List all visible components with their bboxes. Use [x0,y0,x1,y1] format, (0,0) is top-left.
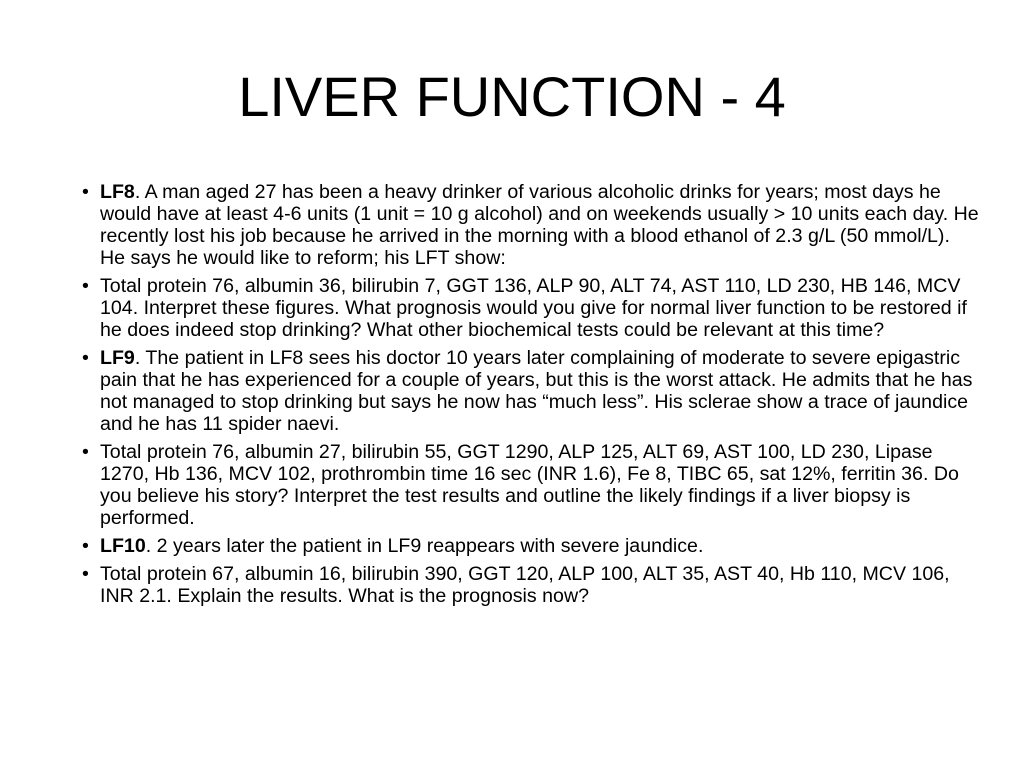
slide-title: LIVER FUNCTION - 4 [238,65,786,128]
bullet-marker: • [82,181,89,203]
bullet-item-lf9 [60,347,980,435]
bullet-text: . The patient in LF8 sees his doctor 10 years later complaining of moderate to severe epigastric pain that he has experienced for a couple of years, but this is the worst attack. He admits that he has not managed to stop drinking but says he now has “much less”. His sclerae show a trace of jaundice and he has 11 spider naevi. [100,347,973,435]
bullet-item-lf10 [60,535,980,557]
bullet-item-lf9-results [60,441,980,529]
bullet-text: Total protein 76, albumin 27, bilirubin 55, GGT 1290, ALP 125, ALT 69, AST 100, LD 230, Lipase 1270, Hb 136, MCV 102, prothrombin time 16 sec (INR 1.6), Fe 8, TIBC 65, sat 12%, ferritin 36. Do you believe his story? Interpret the test results and outline the likely findings if a liver biopsy is performed. [100,441,959,529]
bullet-marker: • [82,535,89,557]
bullet-text: Total protein 67, albumin 16, bilirubin 390, GGT 120, ALP 100, ALT 35, AST 40, Hb 110, MCV 106, INR 2.1. Explain the results. What is the prognosis now? [100,563,950,607]
case-label-lf10: LF10 [100,535,146,557]
bullet-item-lf8-results [60,275,980,341]
bullet-item-lf8 [60,181,980,269]
bullet-marker: • [82,563,89,585]
bullet-list [60,181,980,613]
bullet-text: Total protein 76, albumin 36, bilirubin 7, GGT 136, ALP 90, ALT 74, AST 110, LD 230, HB 146, MCV 104. Interpret these figures. What prognosis would you give for normal liver function to be restored if he does indeed stop drinking? What other biochemical tests could be relevant at this time? [100,275,967,341]
bullet-text: . A man aged 27 has been a heavy drinker of various alcoholic drinks for years; most days he would have at least 4-6 units (1 unit = 10 g alcohol) and on weekends usually > 10 units each day. He recently lost his job because he arrived in the morning with a blood ethanol of 2.3 g/L (50 mmol/L). He says he would like to reform; his LFT show: [100,181,979,269]
bullet-marker: • [82,275,89,297]
bullet-marker: • [82,347,89,369]
case-label-lf9: LF9 [100,347,135,369]
bullet-text: . 2 years later the patient in LF9 reappears with severe jaundice. [145,535,704,557]
case-label-lf8: LF8 [100,181,135,203]
bullet-marker: • [82,441,89,463]
bullet-item-lf10-results [60,563,980,607]
